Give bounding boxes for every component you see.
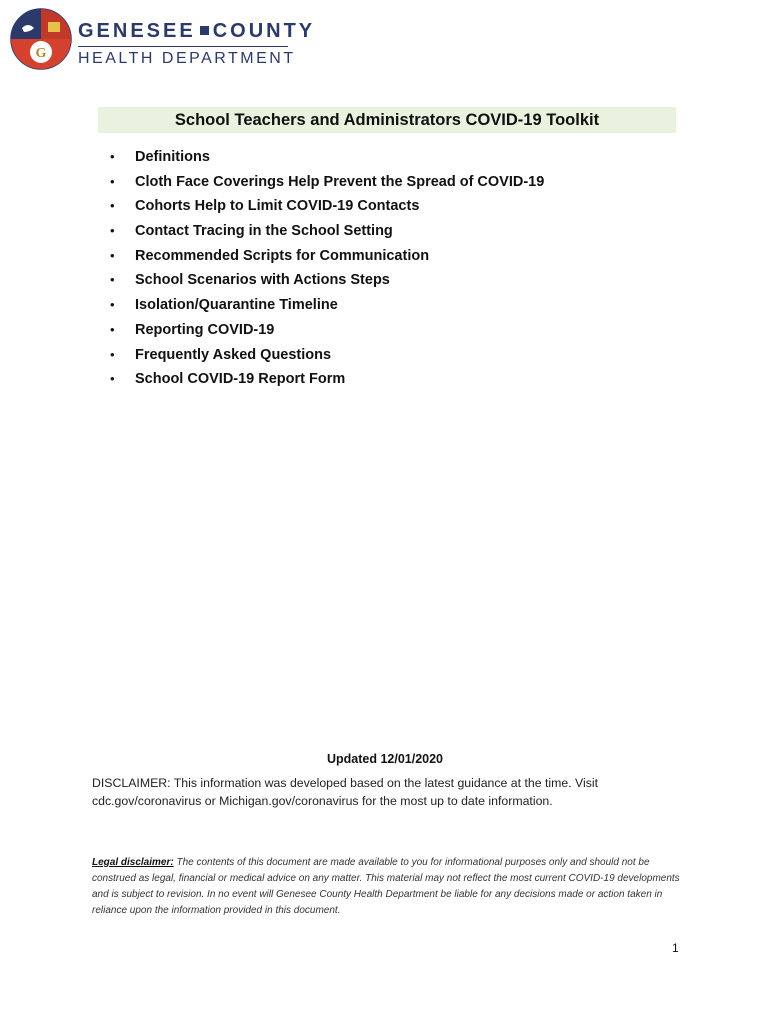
bullet-icon: •: [110, 346, 115, 362]
bullet-icon: •: [110, 371, 115, 387]
legal-disclaimer-label: Legal disclaimer:: [92, 857, 174, 868]
toc-item-label: Definitions: [135, 149, 210, 165]
bullet-icon: •: [110, 149, 115, 164]
org-name-county: COUNTY: [212, 20, 316, 42]
toc-item-label: Frequently Asked Questions: [135, 346, 332, 363]
toc-item-label: Cloth Face Coverings Help Prevent the Spread of COVID-19: [135, 173, 545, 190]
updated-date: Updated 12/01/2020: [326, 752, 444, 766]
county-seal-icon: [10, 8, 72, 70]
org-name-genesee: GENESEE: [78, 20, 196, 42]
toc-item-label: Isolation/Quarantine Timeline: [135, 297, 338, 314]
bullet-icon: •: [110, 247, 115, 263]
disclaimer-text: DISCLAIMER: This information was developed based on the latest guidance at the time. Visit cdc.gov/coronavirus or Michigan.gov/coronavirus for the most up to date information.: [92, 776, 599, 808]
health-department-logo: [10, 8, 316, 78]
square-separator-icon: [200, 26, 209, 35]
toc-item-label: Recommended Scripts for Communication: [135, 247, 430, 264]
bullet-icon: •: [110, 223, 115, 239]
page-number: 1: [672, 941, 679, 955]
bullet-icon: •: [110, 272, 115, 288]
seal-letter: G: [35, 46, 47, 61]
bullet-icon: •: [110, 297, 115, 313]
org-name-divider: [78, 46, 288, 47]
legal-disclaimer: [92, 855, 682, 919]
toc-item-label: School Scenarios with Actions Steps: [135, 272, 390, 289]
bullet-icon: •: [110, 198, 115, 214]
org-name-line2: HEALTH DEPARTMENT: [78, 50, 296, 67]
bullet-icon: •: [110, 173, 115, 189]
document-title: School Teachers and Administrators COVID-19 Toolkit: [98, 107, 676, 133]
toc-item-label: School COVID-19 Report Form: [135, 371, 346, 388]
org-name-line1: [78, 20, 315, 43]
toc-item-label: Contact Tracing in the School Setting: [135, 223, 393, 240]
bullet-icon: •: [110, 321, 115, 337]
toc-item-label: Reporting COVID-19: [135, 321, 275, 338]
legal-disclaimer-text: The contents of this document are made available to you for informational purposes only and should not be construed as legal, financial or medical advice on any matter. This material may not reflect the most current COVID-19 developments and is subject to revision. In no event will Genesee County Health Department be liable for any decisions made or action taken in reliance upon the information provided in this document.: [92, 857, 680, 916]
toc-item-label: Cohorts Help to Limit COVID-19 Contacts: [135, 198, 420, 215]
